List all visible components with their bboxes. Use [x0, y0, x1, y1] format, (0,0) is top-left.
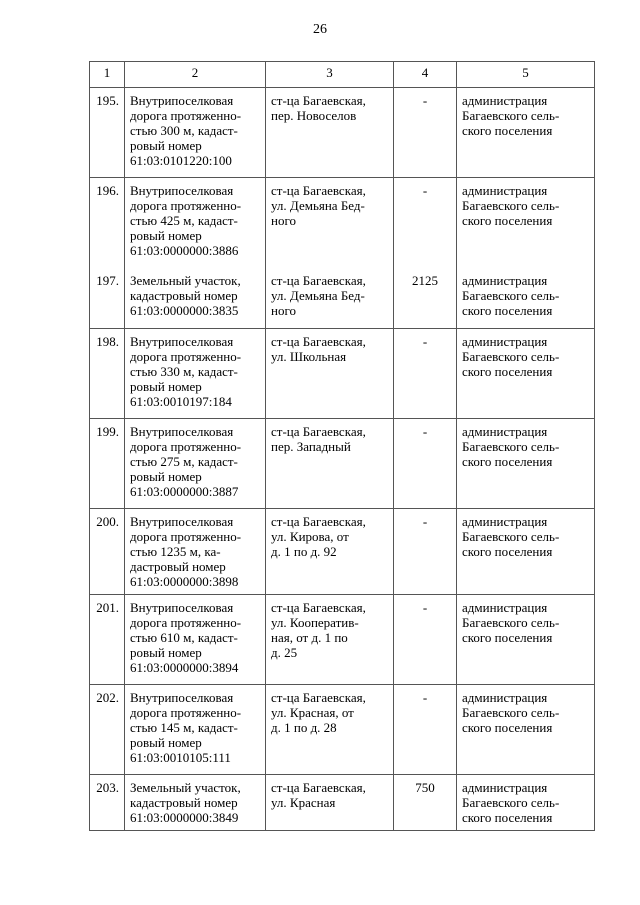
name-line: Внутрипоселковая	[130, 600, 234, 615]
name-line: стью 275 м, кадаст-	[130, 454, 238, 469]
name-line: Внутрипоселковая	[130, 93, 234, 108]
owner-line: ского поселения	[462, 123, 553, 138]
table-row	[90, 178, 595, 268]
address-line: ная, от д. 1 по	[271, 630, 348, 645]
owner-line: администрация	[462, 690, 548, 705]
address-line: ст-ца Багаевская,	[271, 424, 366, 439]
address-line: ул. Красная	[271, 795, 336, 810]
name-line: Внутрипоселковая	[130, 334, 234, 349]
owner-line: Багаевского сель-	[462, 198, 560, 213]
owner-line: Багаевского сель-	[462, 108, 560, 123]
name-line: Земельный участок,	[130, 272, 241, 288]
name-line: дорога протяженно-	[130, 108, 242, 123]
object-address	[266, 178, 394, 268]
object-owner	[457, 268, 595, 329]
name-line: 61:03:0101220:100	[130, 153, 232, 168]
row-number: 197.	[90, 268, 125, 329]
address-line: ст-ца Багаевская,	[271, 690, 366, 705]
name-line: 61:03:0000000:3886	[130, 243, 239, 258]
name-line: 61:03:0000000:3894	[130, 660, 239, 675]
owner-line: Багаевского сель-	[462, 705, 560, 720]
address-line: ного	[271, 302, 296, 318]
name-line: ровый номер	[130, 228, 202, 243]
name-line: 61:03:0010197:184	[130, 394, 232, 409]
object-address	[266, 509, 394, 595]
object-owner	[457, 595, 595, 685]
object-name	[125, 178, 266, 268]
address-line: ст-ца Багаевская,	[271, 780, 366, 795]
address-line: д. 1 по д. 92	[271, 544, 337, 559]
owner-line: администрация	[462, 780, 548, 795]
object-address	[266, 329, 394, 419]
object-area: -	[394, 509, 457, 595]
object-area: -	[394, 595, 457, 685]
owner-line: ского поселения	[462, 213, 553, 228]
object-owner	[457, 775, 595, 831]
column-header: 3	[266, 62, 394, 88]
page-number: 26	[313, 22, 327, 37]
object-address	[266, 685, 394, 775]
address-line: пер. Новоселов	[271, 108, 357, 123]
name-line: Внутрипоселковая	[130, 183, 234, 198]
table-row	[90, 88, 595, 178]
owner-line: Багаевского сель-	[462, 287, 560, 303]
name-line: ровый номер	[130, 645, 202, 660]
address-line: ст-ца Багаевская,	[271, 183, 366, 198]
owner-line: ского поселения	[462, 454, 553, 469]
name-line: ровый номер	[130, 379, 202, 394]
name-line: кадастровый номер	[130, 287, 238, 303]
object-name	[125, 329, 266, 419]
column-header: 1	[90, 62, 125, 88]
table-row	[90, 685, 595, 775]
object-address	[266, 419, 394, 509]
object-area: -	[394, 88, 457, 178]
name-line: Земельный участок,	[130, 780, 241, 795]
column-header: 5	[457, 62, 595, 88]
address-line: ул. Кооператив-	[271, 615, 359, 630]
name-line: дорога протяженно-	[130, 615, 242, 630]
name-line: стью 610 м, кадаст-	[130, 630, 238, 645]
row-number: 200.	[90, 509, 125, 595]
object-area: -	[394, 419, 457, 509]
owner-line: ского поселения	[462, 630, 553, 645]
address-line: д. 25	[271, 645, 298, 660]
object-name	[125, 685, 266, 775]
owner-line: администрация	[462, 514, 548, 529]
object-name	[125, 595, 266, 685]
object-address	[266, 268, 394, 329]
address-line: д. 1 по д. 28	[271, 720, 337, 735]
object-area: 2125	[394, 268, 457, 329]
owner-line: Багаевского сель-	[462, 349, 560, 364]
object-name	[125, 509, 266, 595]
object-name	[125, 775, 266, 831]
address-line: ул. Красная, от	[271, 705, 354, 720]
name-line: стью 300 м, кадаст-	[130, 123, 238, 138]
name-line: стью 425 м, кадаст-	[130, 213, 238, 228]
owner-line: ского поселения	[462, 720, 553, 735]
name-line: 61:03:0000000:3898	[130, 574, 239, 589]
owner-line: администрация	[462, 272, 548, 288]
name-line: ровый номер	[130, 138, 202, 153]
name-line: Внутрипоселковая	[130, 424, 234, 439]
address-line: ул. Демьяна Бед-	[271, 198, 365, 213]
table-row	[90, 419, 595, 509]
address-line: ст-ца Багаевская,	[271, 272, 366, 288]
object-name	[125, 268, 266, 329]
owner-line: Багаевского сель-	[462, 529, 560, 544]
object-owner	[457, 419, 595, 509]
object-address	[266, 88, 394, 178]
table-row	[90, 329, 595, 419]
object-address	[266, 775, 394, 831]
column-header: 4	[394, 62, 457, 88]
table-header-row	[90, 62, 595, 88]
name-line: кадастровый номер	[130, 795, 238, 810]
owner-line: Багаевского сель-	[462, 795, 560, 810]
owner-line: ского поселения	[462, 364, 553, 379]
address-line: ст-ца Багаевская,	[271, 600, 366, 615]
name-line: 61:03:0010105:111	[130, 750, 231, 765]
name-line: дастровый номер	[130, 559, 226, 574]
address-line: ул. Кирова, от	[271, 529, 349, 544]
owner-line: ского поселения	[462, 810, 553, 825]
owner-line: Багаевского сель-	[462, 615, 560, 630]
name-line: стью 330 м, кадаст-	[130, 364, 238, 379]
property-registry-table	[89, 61, 595, 831]
table-row	[90, 775, 595, 831]
name-line: дорога протяженно-	[130, 529, 242, 544]
name-line: ровый номер	[130, 735, 202, 750]
table-row	[90, 509, 595, 595]
owner-line: администрация	[462, 334, 548, 349]
owner-line: администрация	[462, 600, 548, 615]
owner-line: ского поселения	[462, 302, 553, 318]
address-line: ст-ца Багаевская,	[271, 93, 366, 108]
object-owner	[457, 178, 595, 268]
name-line: 61:03:0000000:3849	[130, 810, 239, 825]
table-body	[90, 88, 595, 831]
object-area: 750	[394, 775, 457, 831]
object-address	[266, 595, 394, 685]
table-row	[90, 268, 595, 329]
name-line: стью 145 м, кадаст-	[130, 720, 238, 735]
object-area: -	[394, 178, 457, 268]
row-number: 201.	[90, 595, 125, 685]
name-line: дорога протяженно-	[130, 198, 242, 213]
owner-line: Багаевского сель-	[462, 439, 560, 454]
name-line: дорога протяженно-	[130, 705, 242, 720]
object-owner	[457, 88, 595, 178]
address-line: ного	[271, 213, 296, 228]
row-number: 199.	[90, 419, 125, 509]
owner-line: администрация	[462, 424, 548, 439]
address-line: ст-ца Багаевская,	[271, 514, 366, 529]
name-line: 61:03:0000000:3835	[130, 302, 239, 318]
row-number: 203.	[90, 775, 125, 831]
name-line: Внутрипоселковая	[130, 690, 234, 705]
object-area: -	[394, 329, 457, 419]
owner-line: ского поселения	[462, 544, 553, 559]
object-owner	[457, 509, 595, 595]
address-line: ул. Демьяна Бед-	[271, 287, 365, 303]
row-number: 196.	[90, 178, 125, 268]
owner-line: администрация	[462, 183, 548, 198]
row-number: 198.	[90, 329, 125, 419]
object-owner	[457, 685, 595, 775]
name-line: дорога протяженно-	[130, 349, 242, 364]
address-line: ул. Школьная	[271, 349, 347, 364]
object-owner	[457, 329, 595, 419]
column-header: 2	[125, 62, 266, 88]
table-row	[90, 595, 595, 685]
name-line: Внутрипоселковая	[130, 514, 234, 529]
address-line: ст-ца Багаевская,	[271, 334, 366, 349]
object-name	[125, 419, 266, 509]
object-area: -	[394, 685, 457, 775]
row-number: 195.	[90, 88, 125, 178]
object-name	[125, 88, 266, 178]
name-line: ровый номер	[130, 469, 202, 484]
name-line: дорога протяженно-	[130, 439, 242, 454]
name-line: 61:03:0000000:3887	[130, 484, 239, 499]
name-line: стью 1235 м, ка-	[130, 544, 221, 559]
row-number: 202.	[90, 685, 125, 775]
owner-line: администрация	[462, 93, 548, 108]
address-line: пер. Западный	[271, 439, 351, 454]
